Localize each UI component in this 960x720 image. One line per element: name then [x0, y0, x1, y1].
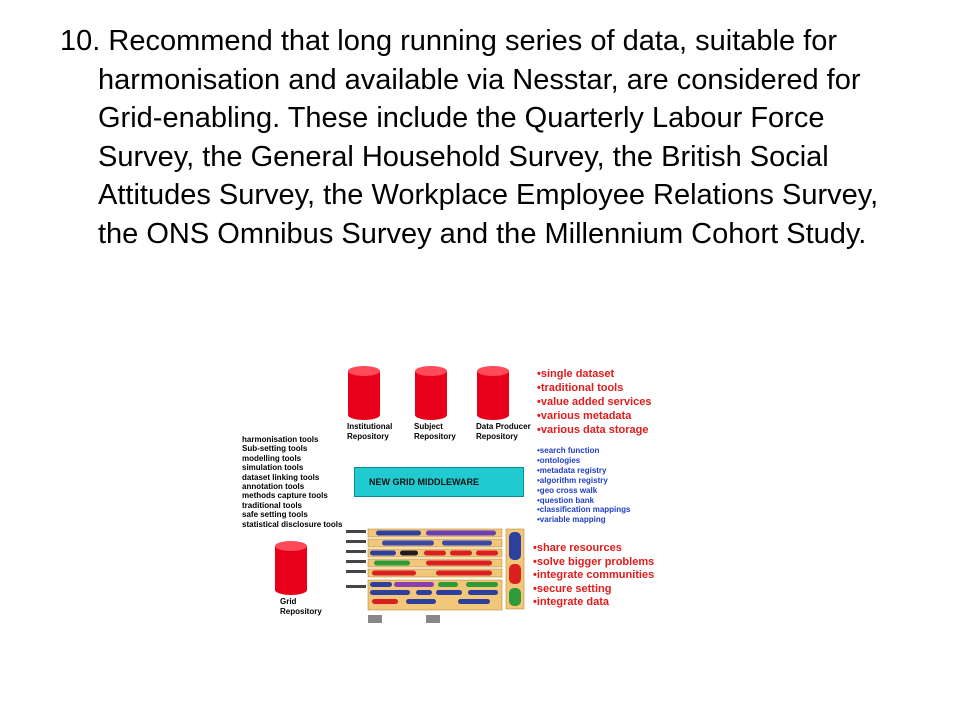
list-item: •single dataset [537, 368, 615, 380]
list-item: •geo cross walk [537, 485, 598, 495]
subject-repository-label: Subject Repository [414, 422, 456, 441]
list-item: •integrate data [533, 596, 609, 609]
list-item: •classification mappings [537, 505, 631, 515]
list-item: simulation tools [242, 463, 304, 473]
list-item: harmonisation tools [242, 435, 319, 444]
list-item: •traditional tools [537, 382, 624, 394]
list-item: dataset linking tools [242, 472, 320, 482]
list-item: •various data storage [537, 424, 649, 436]
grid-repository-label: Grid Repository [280, 597, 322, 616]
data-producer-repository-cylinder-icon [476, 365, 510, 421]
list-item: traditional tools [242, 500, 302, 510]
list-item: •metadata registry [537, 465, 607, 475]
list-item: •value added services [537, 396, 652, 408]
list-item: statistical disclosure tools [242, 519, 343, 529]
list-item: methods capture tools [242, 491, 328, 501]
list-item: •variable mapping [537, 515, 606, 525]
list-item: safe setting tools [242, 510, 308, 520]
grid-architecture-diagram [346, 527, 528, 627]
list-item: •algorithm registry [537, 475, 608, 485]
institutional-repository-label: Institutional Repository [347, 422, 393, 441]
list-item: •question bank [537, 495, 595, 505]
list-item: Sub-setting tools [242, 444, 308, 454]
institutional-repository-cylinder-icon [347, 365, 381, 421]
grid-benefits-list [533, 542, 654, 610]
middleware-features-list [537, 446, 631, 525]
list-item: •various metadata [537, 410, 632, 422]
list-item: •share resources [533, 542, 622, 554]
list-item: •ontologies [537, 455, 581, 465]
data-producer-repository-label: Data Producer Repository [476, 422, 531, 441]
subject-repository-cylinder-icon [414, 365, 448, 421]
grid-repository-cylinder-icon [274, 540, 308, 596]
list-item: annotation tools [242, 482, 305, 492]
list-item: •solve bigger problems [533, 555, 655, 568]
tools-list [242, 435, 342, 529]
list-item: •search function [537, 446, 600, 455]
list-item: •integrate communities [533, 569, 655, 582]
repository-features-list [537, 367, 652, 437]
grid-middleware-box: NEW GRID MIDDLEWARE [354, 467, 524, 497]
list-item: modelling tools [242, 453, 302, 463]
list-item: •secure setting [533, 582, 612, 595]
recommendation-paragraph: 10. Recommend that long running series of data, suitable for harmonisation and available via Nesstar, are considered for Grid-enabling. These include the Quarterly Labour Force Survey, the General Household Survey, the British Social Attitudes Survey, the Workplace Employee Relations Survey, the ONS Omnibus Survey and the Millennium Cohort Study. [60, 25, 879, 250]
